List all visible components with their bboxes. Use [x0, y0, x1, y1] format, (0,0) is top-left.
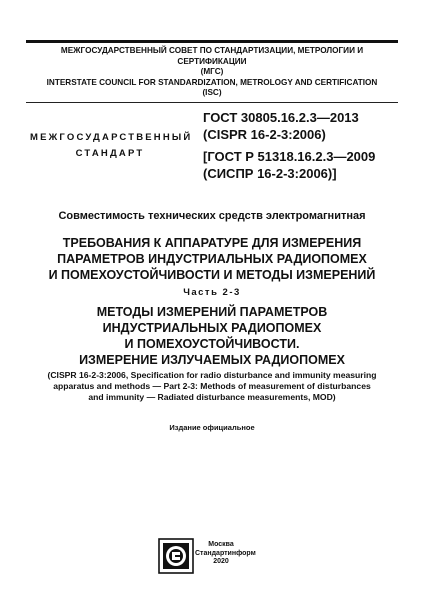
council-name-en: INTERSTATE COUNCIL FOR STANDARDIZATION, METROLOGY AND CERTIFICATION	[46, 77, 378, 87]
cispr-reference: (CISPR 16-2-3:2006)	[203, 127, 326, 142]
top-rule	[26, 40, 398, 43]
cispr-note-line3: and immunity — Radiated disturbance measurements, MOD)	[88, 392, 336, 402]
cispr-note-line2: apparatus and methods — Part 2-3: Methods of measurement of disturbances	[53, 381, 371, 391]
publisher-name: Стандартинформ	[195, 549, 256, 557]
council-abbr-en: (ISC)	[202, 88, 222, 97]
publisher-block	[195, 541, 256, 567]
part-title-line2: ИНДУСТРИАЛЬНЫХ РАДИОПОМЕХ	[102, 321, 322, 335]
general-title: Совместимость технических средств электромагнитная	[58, 210, 366, 222]
main-title	[26, 235, 398, 283]
replaced-gost-number: [ГОСТ Р 51318.16.2.3—2009	[203, 149, 376, 164]
edition-label: Издание официальное	[169, 423, 255, 432]
part-title	[26, 304, 398, 368]
header-rule	[26, 102, 398, 103]
part-title-line3: И ПОМЕХОУСТОЙЧИВОСТИ.	[124, 337, 300, 351]
part-number: Часть 2-3	[183, 287, 241, 298]
standard-type-line2: СТАНДАРТ	[75, 148, 145, 159]
main-title-line3: И ПОМЕХОУСТОЙЧИВОСТИ И МЕТОДЫ ИЗМЕРЕНИЙ	[48, 268, 376, 282]
cispr-note	[26, 370, 398, 403]
main-title-line2: ПАРАМЕТРОВ ИНДУСТРИАЛЬНЫХ РАДИОПОМЕХ	[57, 252, 367, 266]
standard-designation	[203, 109, 375, 182]
council-abbr-ru: (МГС)	[200, 67, 224, 76]
standard-type-line1: МЕЖГОСУДАРСТВЕННЫЙ	[30, 132, 193, 143]
standard-type-label	[30, 130, 193, 162]
publication-year: 2020	[213, 558, 229, 565]
part-title-line4: ИЗМЕРЕНИЕ ИЗЛУЧАЕМЫХ РАДИОПОМЕХ	[79, 353, 345, 367]
publisher-city: Москва	[208, 541, 234, 548]
council-name-ru: МЕЖГОСУДАРСТВЕННЫЙ СОВЕТ ПО СТАНДАРТИЗАЦИИ, МЕТРОЛОГИИ И СЕРТИФИКАЦИИ	[60, 46, 364, 66]
replaced-cispr-reference: (СИСПР 16-2-3:2006)]	[203, 166, 337, 181]
publisher-logo-icon	[158, 538, 194, 574]
part-title-line1: МЕТОДЫ ИЗМЕРЕНИЙ ПАРАМЕТРОВ	[96, 305, 328, 319]
main-title-line1: ТРЕБОВАНИЯ К АППАРАТУРЕ ДЛЯ ИЗМЕРЕНИЯ	[62, 236, 362, 250]
council-block	[26, 46, 398, 99]
cispr-note-line1: (CISPR 16-2-3:2006, Specification for radio disturbance and immunity measuring	[47, 370, 377, 380]
gost-number: ГОСТ 30805.16.2.3—2013	[203, 110, 359, 125]
